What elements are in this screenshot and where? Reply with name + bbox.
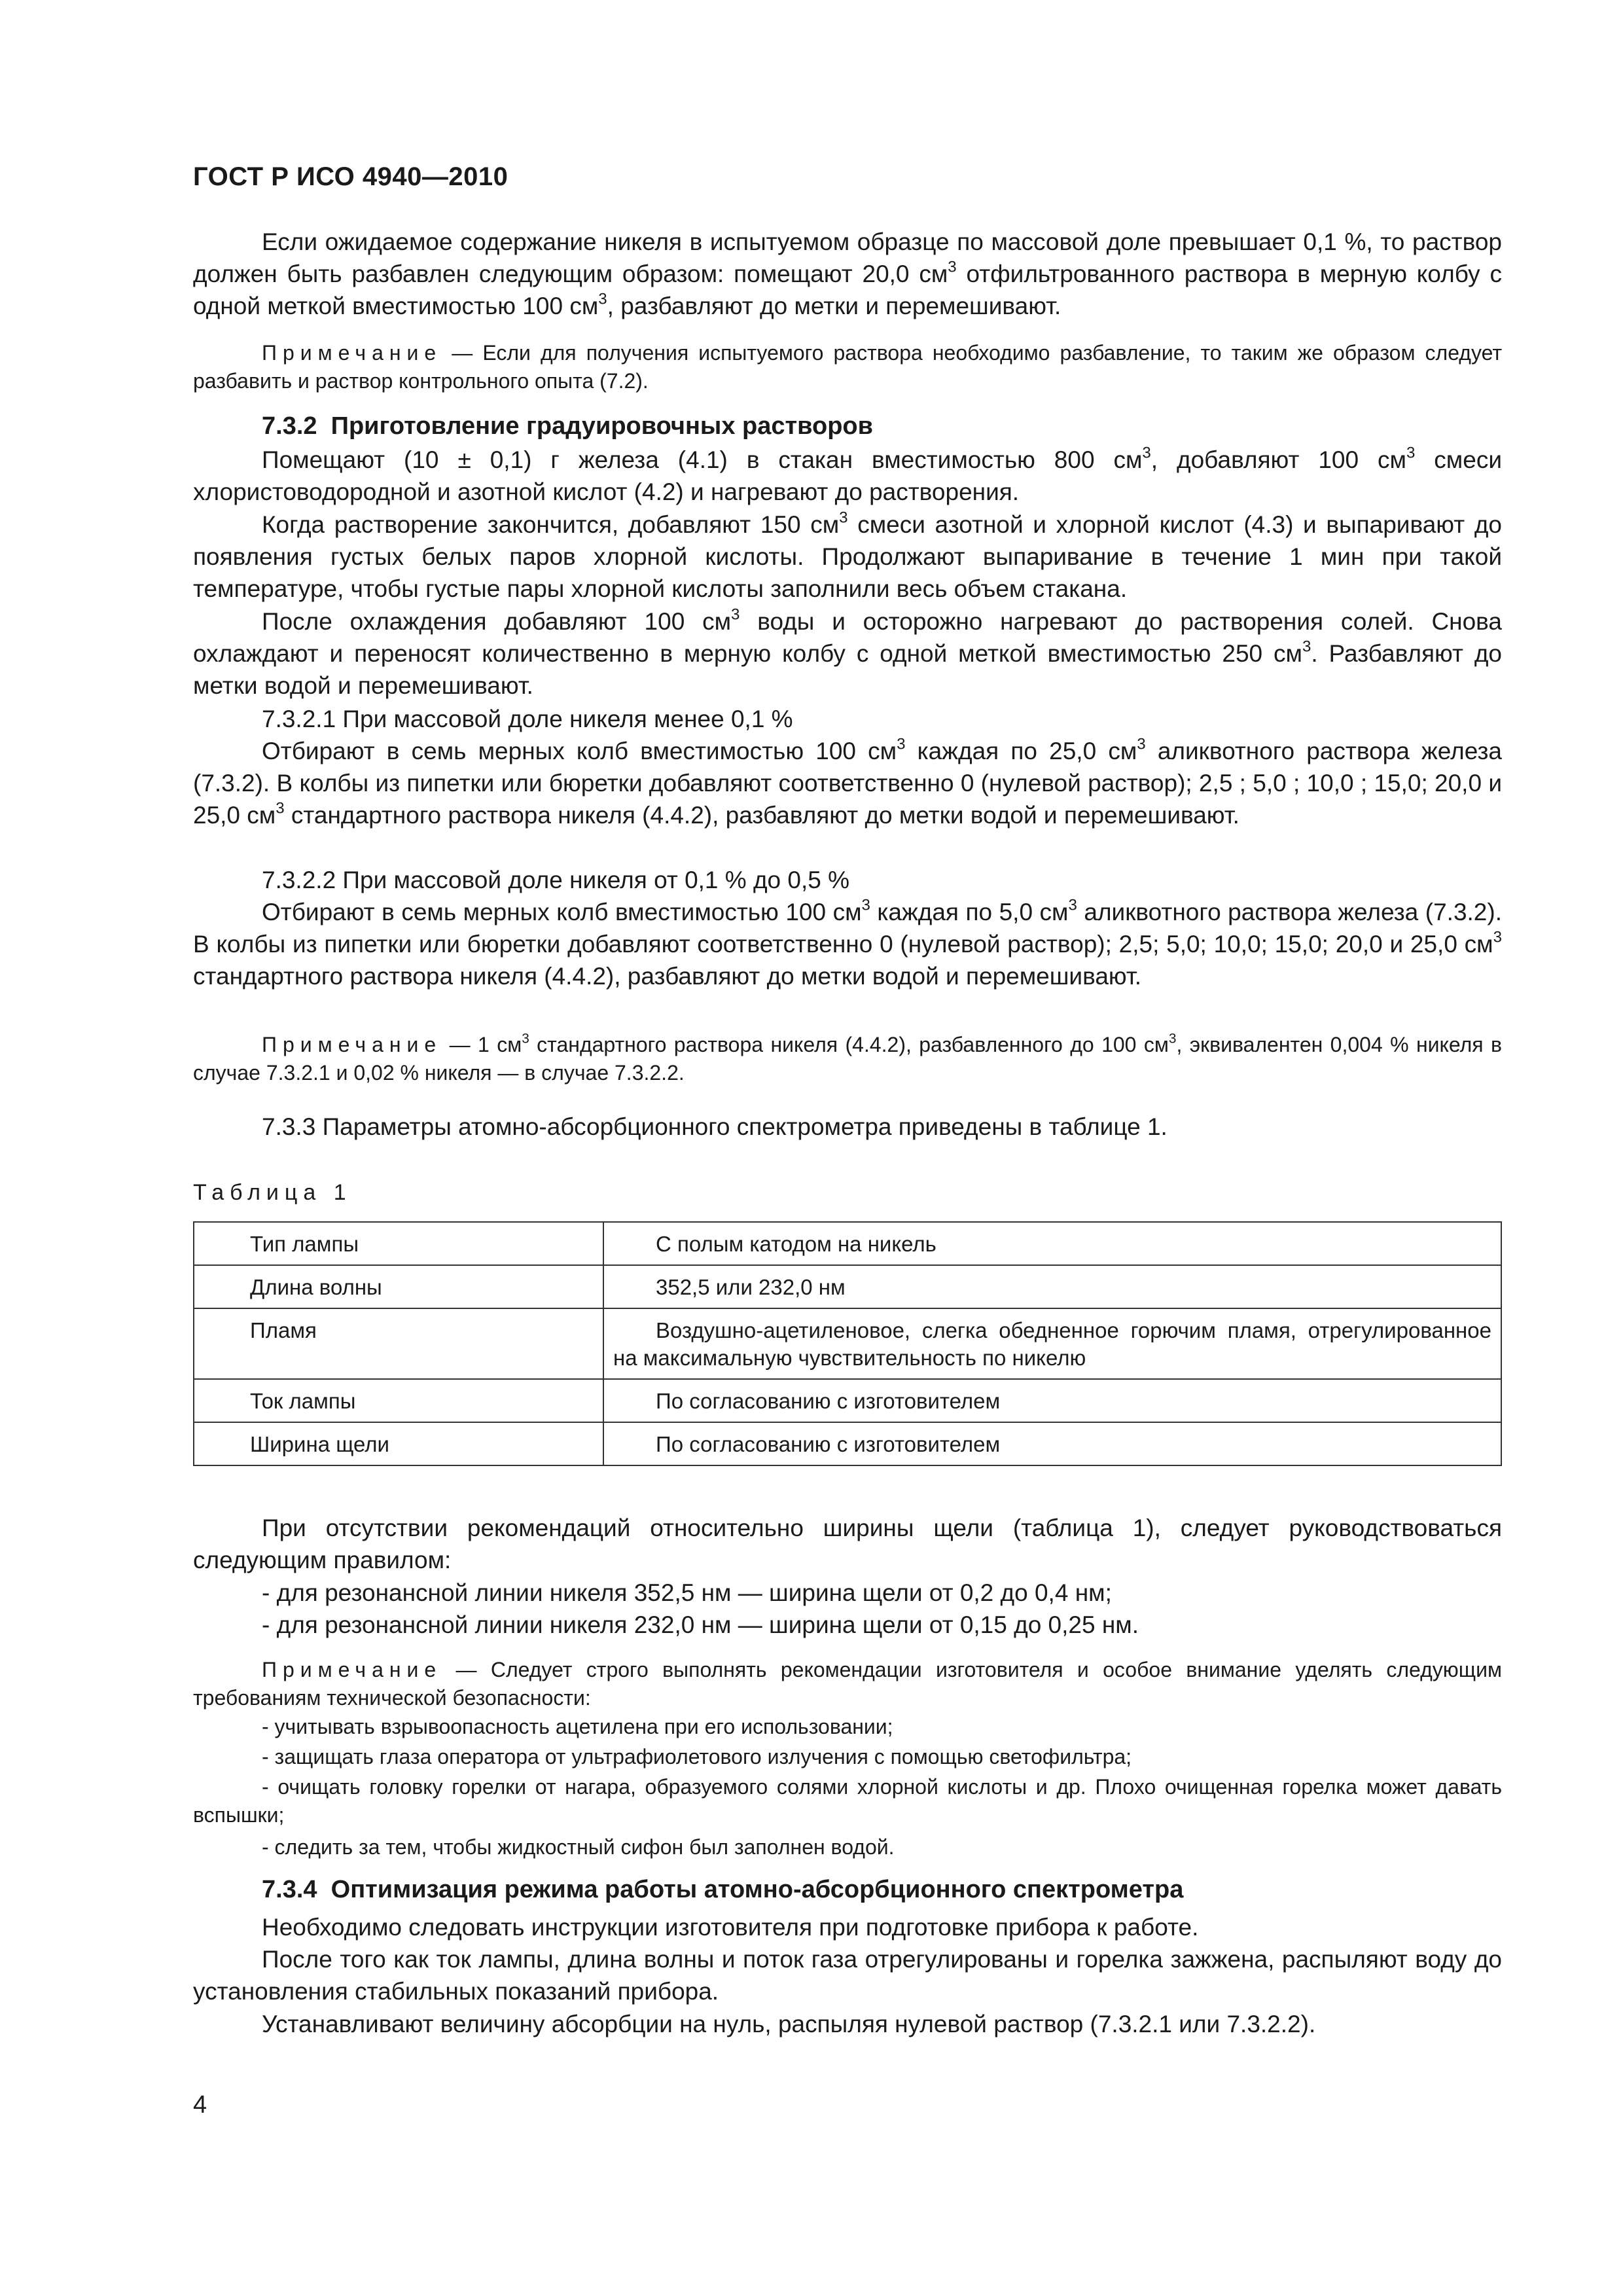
table-cell-param: Пламя — [194, 1308, 603, 1379]
table-cell-param: Длина волны — [194, 1265, 603, 1308]
list-item: - учитывать взрывоопасность ацетилена при его использовании; — [262, 1715, 893, 1738]
document-header: ГОСТ Р ИСО 4940—2010 — [193, 162, 508, 191]
paragraph-dilution: Если ожидаемое содержание никеля в испытуемом образце по массовой доле превышает 0,1 %, то раствор должен быть разбавлен следующим образом: помещают 20,0 $см^3$ отфильтрованного раствора в мерную колбу с одной меткой вместимостью 100 $см^3$, разбавляют до метки и перемешивают. — [193, 228, 1502, 319]
section-heading-7-3-4: 7.3.4 Оптимизация режима работы атомно-абсорбционного спектрометра — [262, 1876, 1184, 1903]
paragraph-evaporation: Когда растворение закончится, добавляют 150 $см^3$ смеси азотной и хлорной кислот (4.3) и выпаривают до появления густых белых паров хлорной кислоты. Продолжают выпаривание в течение 1 мин при такой температуре, чтобы густые пары хлорной кислоты заполнили весь объем стакана. — [193, 509, 1502, 602]
page-number: 4 — [193, 2091, 207, 2119]
paragraph-calibration-low: Отбирают в семь мерных колб вместимостью 100 $см^3$ каждая по 25,0 $см^3$ аликвотного раствора железа (7.3.2). В колбы из пипетки или бюретки добавляют соответственно 0 (нулевой раствор); 2,5 ; 5,0 ; 10,0 ; 15,0; 20,0 и 25,0 $см^3$ стандартного раствора никеля (4.4.2), разбавляют до метки водой и перемешивают. — [193, 735, 1502, 829]
table-row — [194, 1265, 1501, 1308]
paragraph-instructions: Необходимо следовать инструкции изготовителя при подготовке прибора к работе. — [262, 1914, 1199, 1941]
table-cell-value: 352,5 или 232,0 нм — [603, 1265, 1501, 1308]
table-row — [194, 1308, 1501, 1379]
note-blank-dilution: Примечание — Если для получения испытуемого раствора необходимо разбавление, то таким же образом следует разбавить и раствор контрольного опыта (7.2). — [193, 341, 1502, 393]
table-cell-param: Ток лампы — [194, 1379, 603, 1422]
note-safety: Примечание — Следует строго выполнять рекомендации изготовителя и особое внимание уделять следующим требованиям технической безопасности: — [193, 1658, 1502, 1710]
table-cell-param: Ширина щели — [194, 1422, 603, 1465]
table-cell-value: Воздушно-ацетиленовое, слегка обедненное горючим пламя, отрегулированное на максимальную чувствительность по никелю — [603, 1308, 1501, 1379]
table-row — [194, 1222, 1501, 1265]
paragraph-cooling: После охлаждения добавляют 100 $см^3$ воды и осторожно нагревают до растворения солей. Снова охлаждают и переносят количественно в мерную колбу с одной меткой вместимостью 250 $см^3$. Разбавляют до метки водой и перемешивают. — [193, 605, 1502, 699]
table-caption: Таблица 1 — [193, 1180, 352, 1205]
subsection-7-3-2-2: 7.3.2.2 При массовой доле никеля от 0,1 % до 0,5 % — [262, 867, 850, 893]
section-heading-7-3-2: 7.3.2 Приготовление градуировочных растворов — [262, 412, 873, 440]
list-item: - очищать головку горелки от нагара, образуемого солями хлорной кислоты и др. Плохо очищенная горелка может давать вспышки; — [193, 1775, 1502, 1827]
paragraph-zero-absorption: Устанавливают величину абсорбции на нуль, распыляя нулевой раствор (7.3.2.1 или 7.3.2.2). — [262, 2011, 1316, 2037]
parameters-table — [193, 1221, 1502, 1466]
table-cell-param: Тип лампы — [194, 1222, 603, 1265]
paragraph-calibration-high: Отбирают в семь мерных колб вместимостью 100 $см^3$ каждая по 5,0 $см^3$ аликвотного раствора железа (7.3.2). В колбы из пипетки или бюретки добавляют соответственно 0 (нулевой раствор); 2,5; 5,0; 10,0; 15,0; 20,0 и 25,0 $см^3$ стандартного раствора никеля (4.4.2), разбавляют до метки водой и перемешивают. — [193, 896, 1502, 990]
table-row — [194, 1422, 1501, 1465]
list-item: - для резонансной линии никеля 232,0 нм — ширина щели от 0,15 до 0,25 нм. — [262, 1611, 1139, 1638]
list-item: - следить за тем, чтобы жидкостный сифон был заполнен водой. — [262, 1835, 895, 1859]
list-item: - для резонансной линии никеля 352,5 нм — ширина щели от 0,2 до 0,4 нм; — [262, 1579, 1112, 1606]
table-cell-value: С полым катодом на никель — [603, 1222, 1501, 1265]
table-cell-value: По согласованию с изготовителем — [603, 1379, 1501, 1422]
list-item: - защищать глаза оператора от ультрафиолетового излучения с помощью светофильтра; — [262, 1745, 1132, 1768]
paragraph-slit-width: При отсутствии рекомендаций относительно ширины щели (таблица 1), следует руководствоваться следующим правилом: — [193, 1515, 1502, 1573]
table-cell-value: По согласованию с изготовителем — [603, 1422, 1501, 1465]
note-equivalence: Примечание — 1 $см^3$ стандартного раствора никеля (4.4.2), разбавленного до 100 $см^3$, эквивалентен 0,004 % никеля в случае 7.3.2.1 и 0,02 % никеля — в случае 7.3.2.2. — [193, 1031, 1503, 1085]
subsection-7-3-2-1: 7.3.2.1 При массовой доле никеля менее 0,1 % — [262, 706, 793, 732]
paragraph-spraying: После того как ток лампы, длина волны и поток газа отрегулированы и горелка зажжена, распыляют воду до установления стабильных показаний прибора. — [193, 1946, 1502, 2005]
paragraph-iron-dissolution: Помещают (10 ± 0,1) г железа (4.1) в стакан вместимостью 800 $см^3$, добавляют 100 $см^3$ смеси хлористоводородной и азотной кислот (4.2) и нагревают до растворения. — [193, 444, 1502, 505]
table-row — [194, 1379, 1501, 1422]
paragraph-7-3-3: 7.3.3 Параметры атомно-абсорбционного спектрометра приведены в таблице 1. — [262, 1113, 1168, 1140]
